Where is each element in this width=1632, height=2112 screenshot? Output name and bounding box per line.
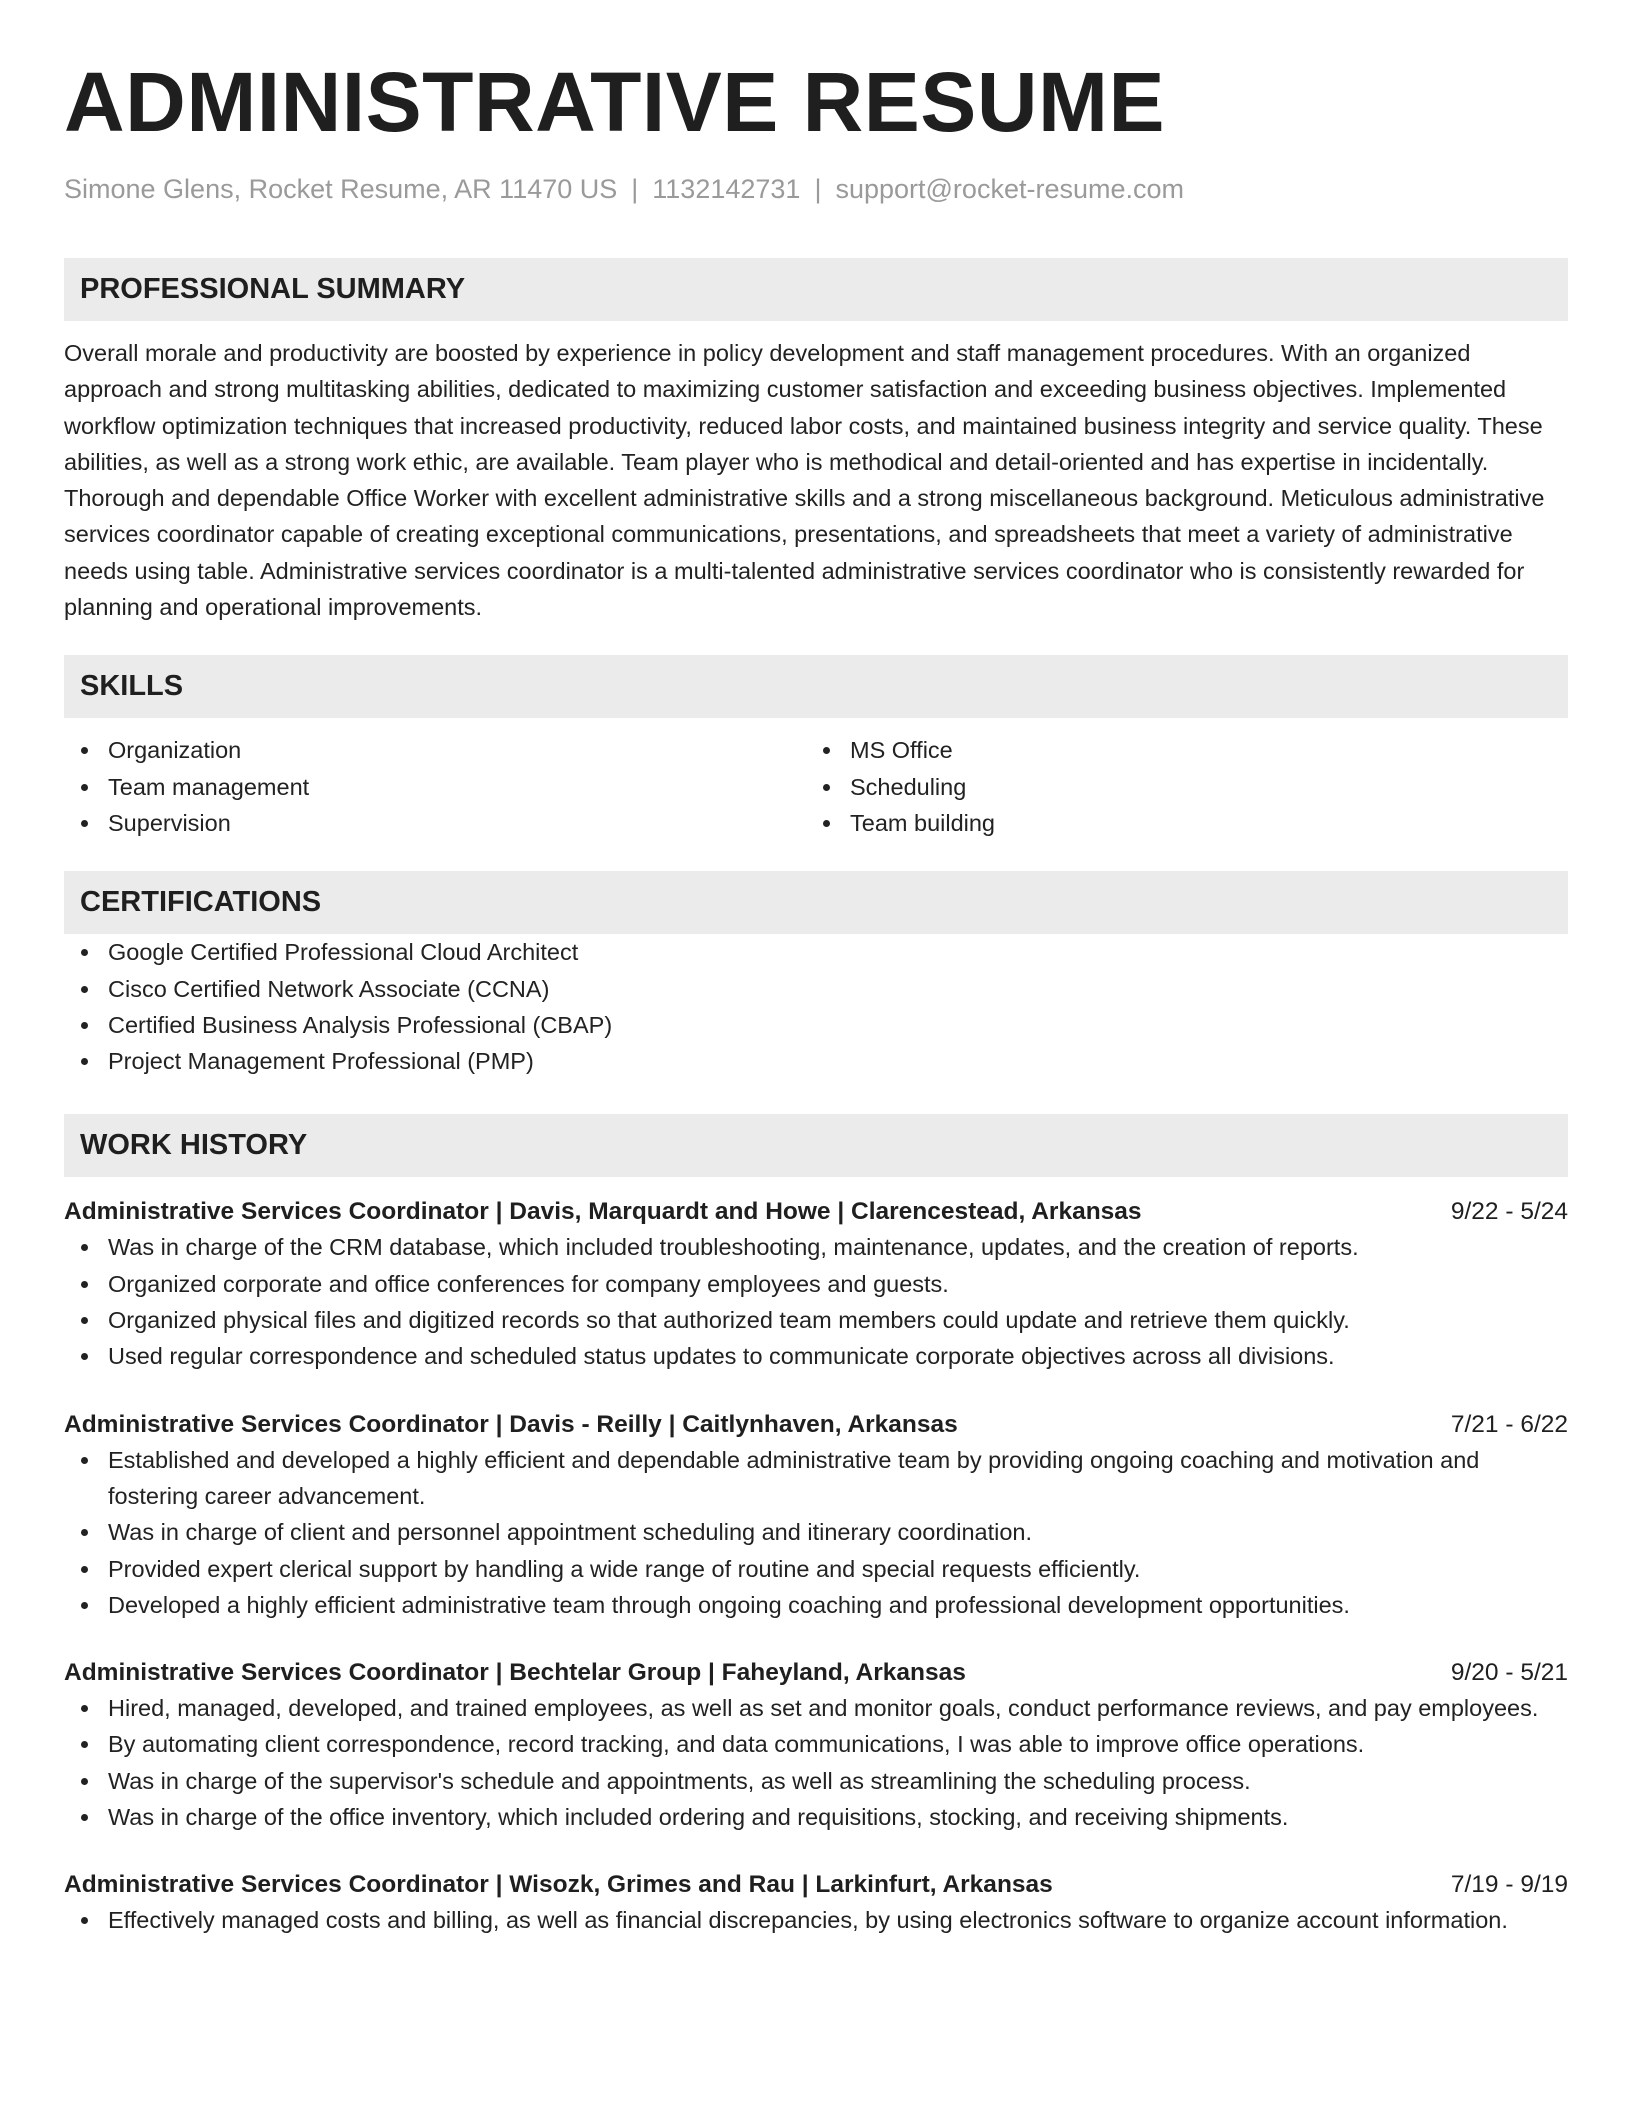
section-header-summary: PROFESSIONAL SUMMARY (64, 258, 1568, 321)
job-bullet: Used regular correspondence and scheduled status updates to communicate corporate objectives across all divisions. (64, 1338, 1568, 1374)
job-header (64, 1195, 1568, 1229)
job-bullet: Effectively managed costs and billing, as well as financial discrepancies, by using electronics software to organize account information. (64, 1902, 1568, 1938)
certification-item: Google Certified Professional Cloud Architect (64, 934, 1568, 970)
skill-item: Organization (64, 732, 806, 768)
job-dates: 9/22 - 5/24 (1450, 1198, 1568, 1226)
job-bullet: Provided expert clerical support by handling a wide range of routine and special requests efficiently. (64, 1551, 1568, 1587)
contact-email[interactable]: support@rocket-resume.com (835, 174, 1184, 204)
certifications-list (64, 934, 1568, 1079)
contact-separator: | (814, 174, 822, 204)
job-bullet: Organized corporate and office conferences for company employees and guests. (64, 1266, 1568, 1302)
job-title: Administrative Services Coordinator | Wisozk, Grimes and Rau | Larkinfurt, Arkansas (64, 1871, 1053, 1899)
job-header (64, 1868, 1568, 1902)
job-entry (64, 1408, 1568, 1623)
job-title: Administrative Services Coordinator | Davis - Reilly | Caitlynhaven, Arkansas (64, 1410, 958, 1438)
job-entry (64, 1195, 1568, 1374)
job-bullet: Was in charge of client and personnel appointment scheduling and itinerary coordination. (64, 1514, 1568, 1550)
skill-item: Supervision (64, 805, 806, 841)
job-bullets (64, 1229, 1568, 1374)
job-title: Administrative Services Coordinator | Bechtelar Group | Faheyland, Arkansas (64, 1659, 966, 1687)
job-bullet: Organized physical files and digitized records so that authorized team members could update and retrieve them quickly. (64, 1302, 1568, 1338)
job-bullet: Was in charge of the CRM database, which included troubleshooting, maintenance, updates, and the creation of reports. (64, 1229, 1568, 1265)
job-dates: 9/20 - 5/21 (1450, 1659, 1568, 1687)
section-header-certifications: CERTIFICATIONS (64, 871, 1568, 934)
job-bullet: Hired, managed, developed, and trained employees, as well as set and monitor goals, conduct performance reviews, and pay employees. (64, 1690, 1568, 1726)
certification-item: Cisco Certified Network Associate (CCNA) (64, 971, 1568, 1007)
job-bullet: Was in charge of the supervisor's schedule and appointments, as well as streamlining the scheduling process. (64, 1763, 1568, 1799)
job-bullets (64, 1690, 1568, 1835)
section-header-skills: SKILLS (64, 655, 1568, 718)
job-entry (64, 1868, 1568, 1938)
contact-address: Simone Glens, Rocket Resume, AR 11470 US (64, 174, 618, 204)
job-header (64, 1656, 1568, 1690)
job-header (64, 1408, 1568, 1442)
job-bullet: By automating client correspondence, record tracking, and data communications, I was able to improve office operations. (64, 1726, 1568, 1762)
skills-list-left (64, 732, 806, 841)
job-bullet: Established and developed a highly efficient and dependable administrative team by providing ongoing coaching and motivation and fostering career advancement. (64, 1442, 1568, 1515)
job-bullets (64, 1442, 1568, 1623)
contact-line (64, 172, 1568, 206)
skills-grid (64, 732, 1568, 841)
skill-item: Team building (806, 805, 1548, 841)
skill-item: Team management (64, 769, 806, 805)
resume-page (64, 52, 1568, 1939)
skill-item: Scheduling (806, 769, 1548, 805)
job-bullet: Developed a highly efficient administrative team through ongoing coaching and professional development opportunities. (64, 1587, 1568, 1623)
contact-separator: | (631, 174, 639, 204)
job-dates: 7/19 - 9/19 (1450, 1871, 1568, 1899)
section-header-work-history: WORK HISTORY (64, 1114, 1568, 1177)
job-entry (64, 1656, 1568, 1835)
resume-title: ADMINISTRATIVE RESUME (64, 55, 1165, 149)
job-dates: 7/21 - 6/22 (1450, 1410, 1568, 1438)
certification-item: Project Management Professional (PMP) (64, 1043, 1568, 1079)
job-bullet: Was in charge of the office inventory, which included ordering and requisitions, stocking, and receiving shipments. (64, 1799, 1568, 1835)
job-bullets (64, 1902, 1568, 1938)
job-title: Administrative Services Coordinator | Davis, Marquardt and Howe | Clarencestead, Arkansas (64, 1198, 1142, 1226)
certification-item: Certified Business Analysis Professional (CBAP) (64, 1007, 1568, 1043)
skills-list-right (806, 732, 1548, 841)
skill-item: MS Office (806, 732, 1548, 768)
contact-phone: 1132142731 (652, 174, 801, 204)
summary-text: Overall morale and productivity are boosted by experience in policy development and staff management procedures. With an organized approach and strong multitasking abilities, dedicated to maximizing customer satisfaction and exceeding business objectives. Implemented workflow optimization techniques that increased productivity, reduced labor costs, and maintained business integrity and service quality. These abilities, as well as a strong work ethic, are available. Team player who is methodical and detail-oriented and has expertise in incidentally. Thorough and dependable Office Worker with excellent administrative skills and a strong miscellaneous background. Meticulous administrative services coordinator capable of creating exceptional communications, presentations, and spreadsheets that meet a variety of administrative needs using table. Administrative services coordinator is a multi-talented administrative services coordinator who is consistently rewarded for planning and operational improvements. (64, 340, 1545, 621)
